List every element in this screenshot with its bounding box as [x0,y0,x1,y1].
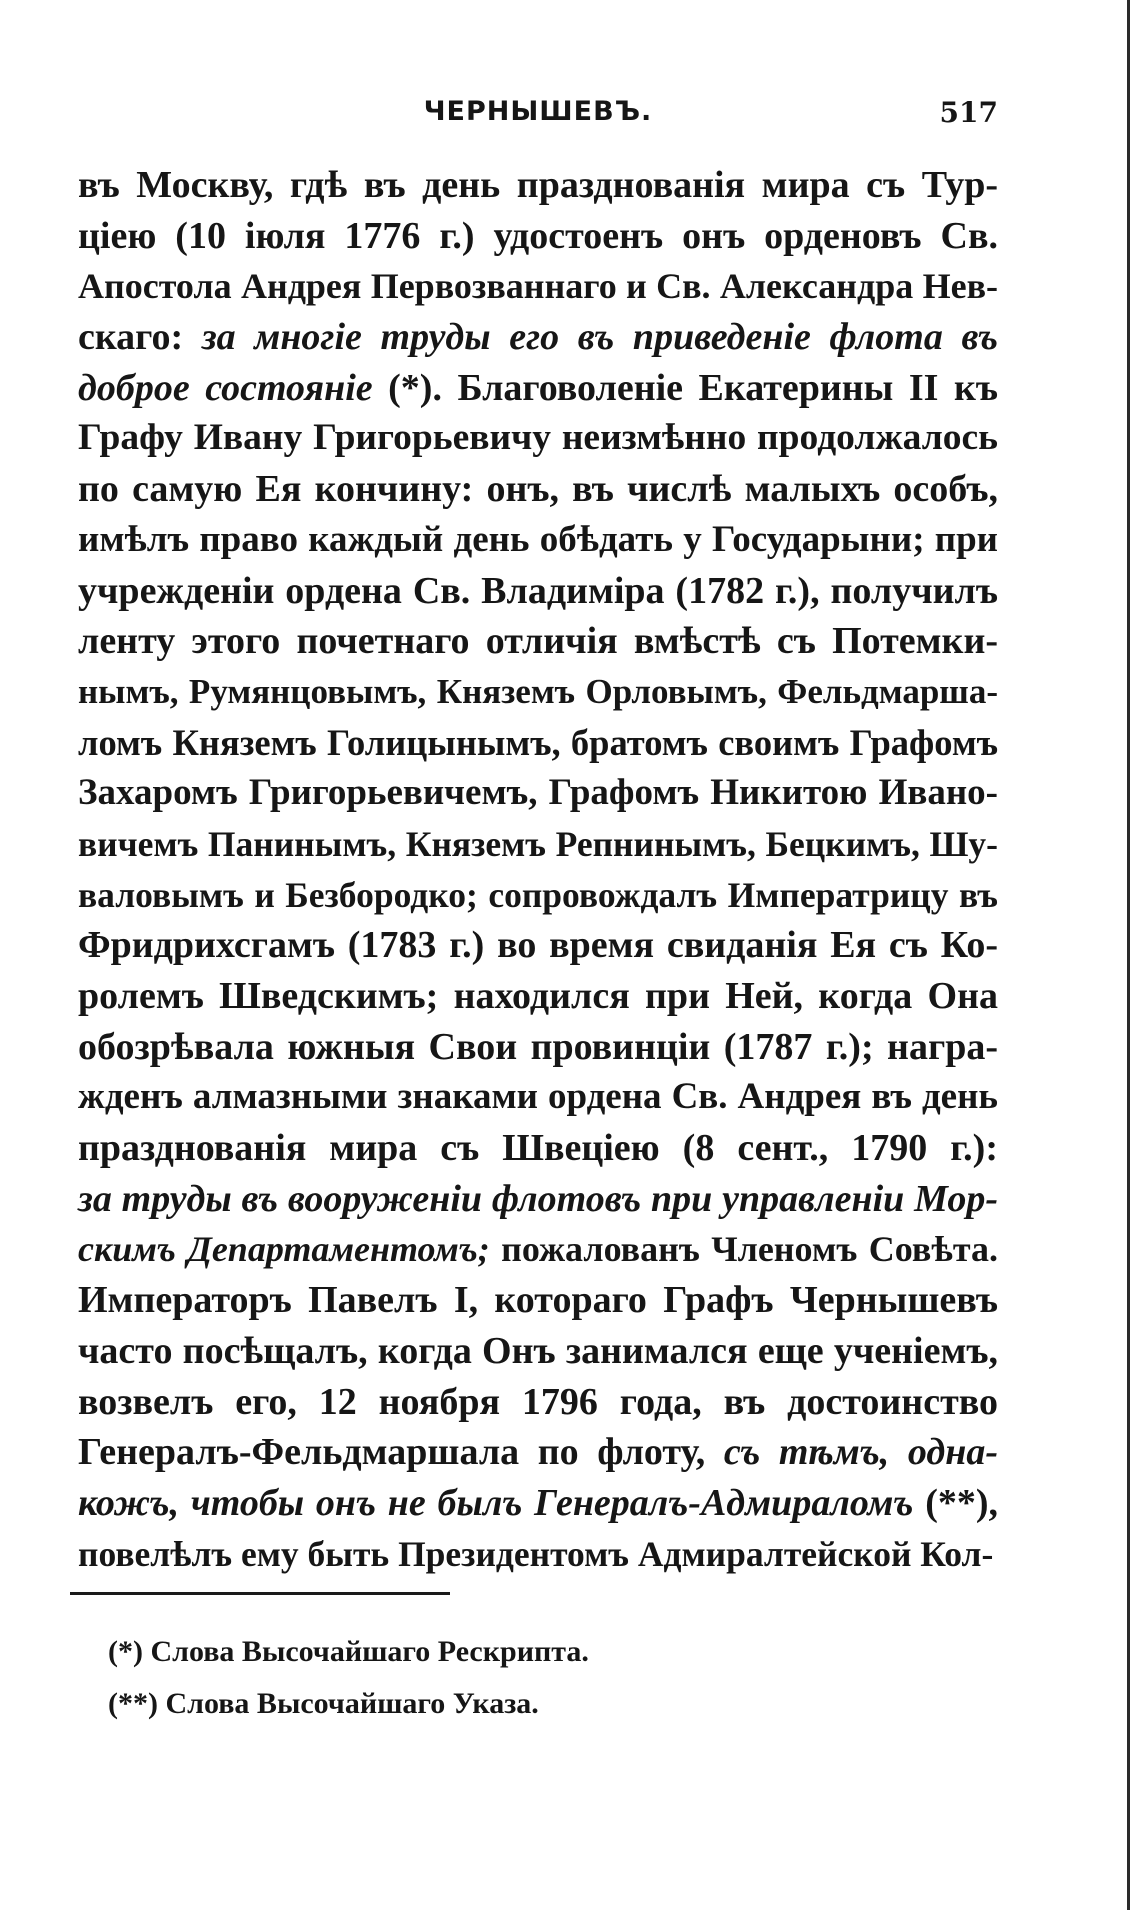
text-line [78,870,998,921]
text-line [78,413,998,464]
text-line [78,1123,998,1174]
page-edge-line [1127,0,1130,1910]
text-segment: Императоръ Павелъ I, котораго Графъ Чернышевъ [78,1279,998,1322]
text-line [78,363,998,414]
text-segment: вичемъ Панинымъ, Княземъ Репнинымъ, Бецкимъ, Шу- [78,823,998,864]
page-number: 517 [939,96,998,129]
text-line [78,1529,998,1580]
italic-segment: скимъ Департаментомъ; [78,1229,490,1270]
text-segment: имѣлъ право каждый день обѣдать у Государыни; при [78,518,998,560]
text-segment: повелѣлъ ему быть Президентомъ Адмиралтейской Кол- [78,1533,994,1574]
text-segment: ломъ Княземъ Голицынымъ, братомъ своимъ Графомъ [78,721,998,763]
text-line [78,1224,998,1275]
text-line [78,768,998,819]
footnote-separator [70,1592,450,1595]
text-line [78,819,998,870]
text-line [78,1022,998,1073]
text-line [78,1478,998,1529]
text-line [78,1275,998,1326]
text-line [78,1377,998,1428]
text-segment: Апостола Андрея Первозваннаго и Св. Александра Нев- [78,266,998,307]
text-line [78,718,998,769]
text-segment: обозрѣвала южныя Свои провинціи (1787 г.); награ- [78,1025,998,1068]
text-segment: ціею (10 іюля 1776 г.) удостоенъ онъ орденовъ Св. [78,214,998,257]
text-line [78,566,998,617]
italic-segment: за многіе труды его въ приведеніе флота въ [201,316,998,359]
text-line [78,1174,998,1225]
body-text [78,160,998,1579]
text-segment: (**), [913,1481,999,1524]
text-segment: Захаромъ Григорьевичемъ, Графомъ Никитою Ивано- [78,772,998,814]
text-line [78,616,998,667]
text-segment: нымъ, Румянцовымъ, Княземъ Орловымъ, Фельдмарша- [78,671,998,711]
text-line [78,211,998,262]
text-line [78,1326,998,1377]
text-segment: Фридрихсгамъ (1783 г.) во время свиданія Ея съ Ко- [78,924,998,967]
text-segment: празднованія мира съ Швеціею (8 сент., 1790 г.): [78,1127,998,1170]
italic-segment: съ тѣмъ, одна- [723,1431,998,1474]
text-segment: возвелъ его, 12 ноября 1796 года, въ достоинство [78,1380,998,1423]
text-segment: часто посѣщалъ, когда Онъ занимался еще ученіемъ, [78,1329,998,1372]
footnote-1: (*) Слова Высочайшаго Рескрипта. [108,1635,589,1668]
text-segment: валовымъ и Безбородко; сопровождалъ Императрицу въ [78,874,998,915]
italic-segment: доброе состояніе [78,366,373,409]
running-title: ЧЕРНЫШЕВЪ. [423,96,653,127]
text-line [78,261,998,312]
text-line [78,160,998,211]
text-segment: Графу Ивану Григорьевичу неизмѣнно продолжалось [78,417,998,459]
text-segment: въ Москву, гдѣ въ день празднованія мира съ Тур- [78,164,998,206]
text-line [78,1427,998,1478]
text-segment: пожалованъ Членомъ Совѣта. [489,1229,998,1270]
italic-segment: за труды въ вооруженіи флотовъ при управленіи Мор- [78,1177,998,1220]
text-line [78,515,998,566]
text-segment: скаго: [78,316,202,359]
text-segment: учрежденіи ордена Св. Владиміра (1782 г.), получилъ [78,569,998,612]
footnotes [108,1626,589,1730]
text-segment: по самую Ея кончину: онъ, въ числѣ малыхъ особъ, [78,468,998,511]
text-segment: ленту этого почетнаго отличія вмѣстѣ съ Потемки- [78,620,998,663]
italic-segment: кожъ, чтобы онъ не былъ Генералъ-Адмираломъ [78,1481,914,1524]
page-header [78,96,998,140]
text-line [78,920,998,971]
text-line [78,464,998,515]
text-segment: ролемъ Шведскимъ; находился при Ней, когда Она [78,975,998,1017]
text-line [78,667,998,718]
text-line [78,1072,998,1123]
text-line [78,971,998,1022]
text-segment: Генералъ-Фельдмаршала по флоту, [78,1431,724,1474]
footnote-2: (**) Слова Высочайшаго Указа. [108,1687,539,1720]
text-line [78,312,998,363]
text-segment: (*). Благоволеніе Екатерины II къ [372,366,999,409]
text-segment: жденъ алмазными знаками ордена Св. Андрея въ день [78,1076,998,1118]
